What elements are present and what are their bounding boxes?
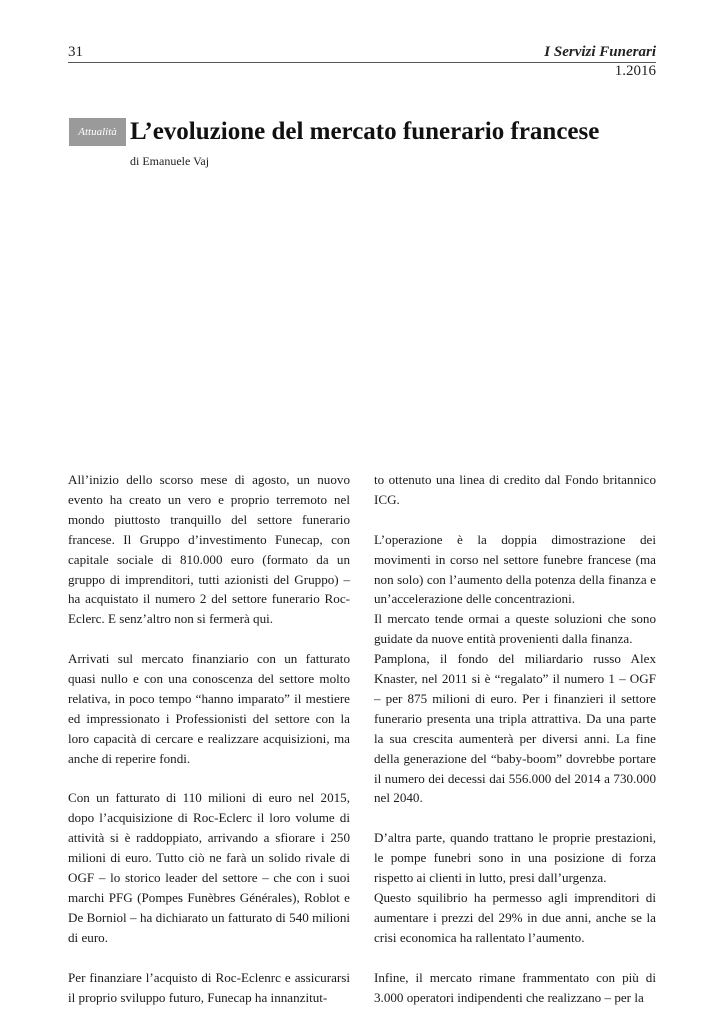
right-column	[374, 470, 656, 1027]
paragraph: All’inizio dello scorso mese di agosto, un nuovo evento ha creato un vero e proprio terremoto nel mondo piuttosto tranquillo del settore funerario francese. Il Gruppo d’investimento Funecap, con capitale sociale di 810.000 euro (formato da un gruppo di imprenditori, tutti azionisti del Gruppo) – ha acquistato il numero 2 del settore funerario Roc-Eclerc. E senz’altro non si fermerà qui.	[68, 472, 350, 627]
paragraph: to ottenuto una linea di credito dal Fondo britannico ICG.	[374, 472, 656, 507]
paragraph: Pamplona, il fondo del miliardario russo Alex Knaster, nel 2011 si è “regalato” il numero 1 – OGF – per 875 milioni di euro. Per i finanzieri il settore funerario presenta una tripla attrattiva. Da una parte la sua crescita aumenterà per diversi anni. La fine della generazione del “baby-boom” dovrebbe portare il numero dei decessi dai 556.000 del 2014 a 730.000 nel 2040.	[374, 651, 656, 806]
paragraph: Questo squilibrio ha permesso agli imprenditori di aumentare i prezzi del 29% in due anni, anche se la crisi economica ha rallentato l’aumento.	[374, 890, 656, 945]
left-column	[68, 470, 350, 1027]
paragraph: Con un fatturato di 110 milioni di euro nel 2015, dopo l’acquisizione di Roc-Eclerc il loro volume di attività si è raddoppiato, arrivando a sfiorare i 250 milioni di euro. Tutto ciò ne farà un solido rivale di OGF – lo storico leader del settore – che con i suoi marchi PFG (Pompes Funèbres Générales), Roblot e De Borniol – ha dichiarato un fatturato di 540 milioni di euro.	[68, 790, 350, 945]
magazine-title: I Servizi Funerari	[544, 44, 656, 60]
paragraph: Il mercato tende ormai a queste soluzioni che sono guidate da nuove entità provenienti dalla finanza.	[374, 611, 656, 647]
paragraph: L’operazione è la doppia dimostrazione dei movimenti in corso nel settore funebre francese (ma non solo) con l’aumento della potenza della finanza e un’accelerazione delle concentrazioni.	[374, 531, 656, 607]
page-number: 31	[68, 44, 83, 60]
section-badge: Attualità	[69, 118, 126, 146]
issue-number: 1.2016	[614, 63, 656, 79]
paragraph: Per finanziare l’acquisto di Roc-Eclenrc e assicurarsi il proprio sviluppo futuro, Funecap ha innanzitut-	[68, 969, 350, 1005]
paragraph: Arrivati sul mercato finanziario con un fatturato quasi nullo e con una conoscenza del settore molto relativa, in poco tempo “hanno imparato” il mestiere ed impressionato i Professionisti del settore con la loro capacità di cercare e realizzare acquisizioni, ma anche di reperire fondi.	[68, 651, 350, 766]
header-rule	[68, 62, 656, 63]
paragraph: Infine, il mercato rimane frammentato con più di 3.000 operatori indipendenti che realizzano – per la	[374, 969, 656, 1005]
article-title: L’evoluzione del mercato funerario francese	[130, 118, 600, 145]
paragraph: D’altra parte, quando trattano le proprie prestazioni, le pompe funebri sono in una posizione di forza rispetto ai clienti in lutto, presi dall’urgenza.	[374, 830, 656, 886]
byline: di Emanuele Vaj	[130, 154, 210, 168]
